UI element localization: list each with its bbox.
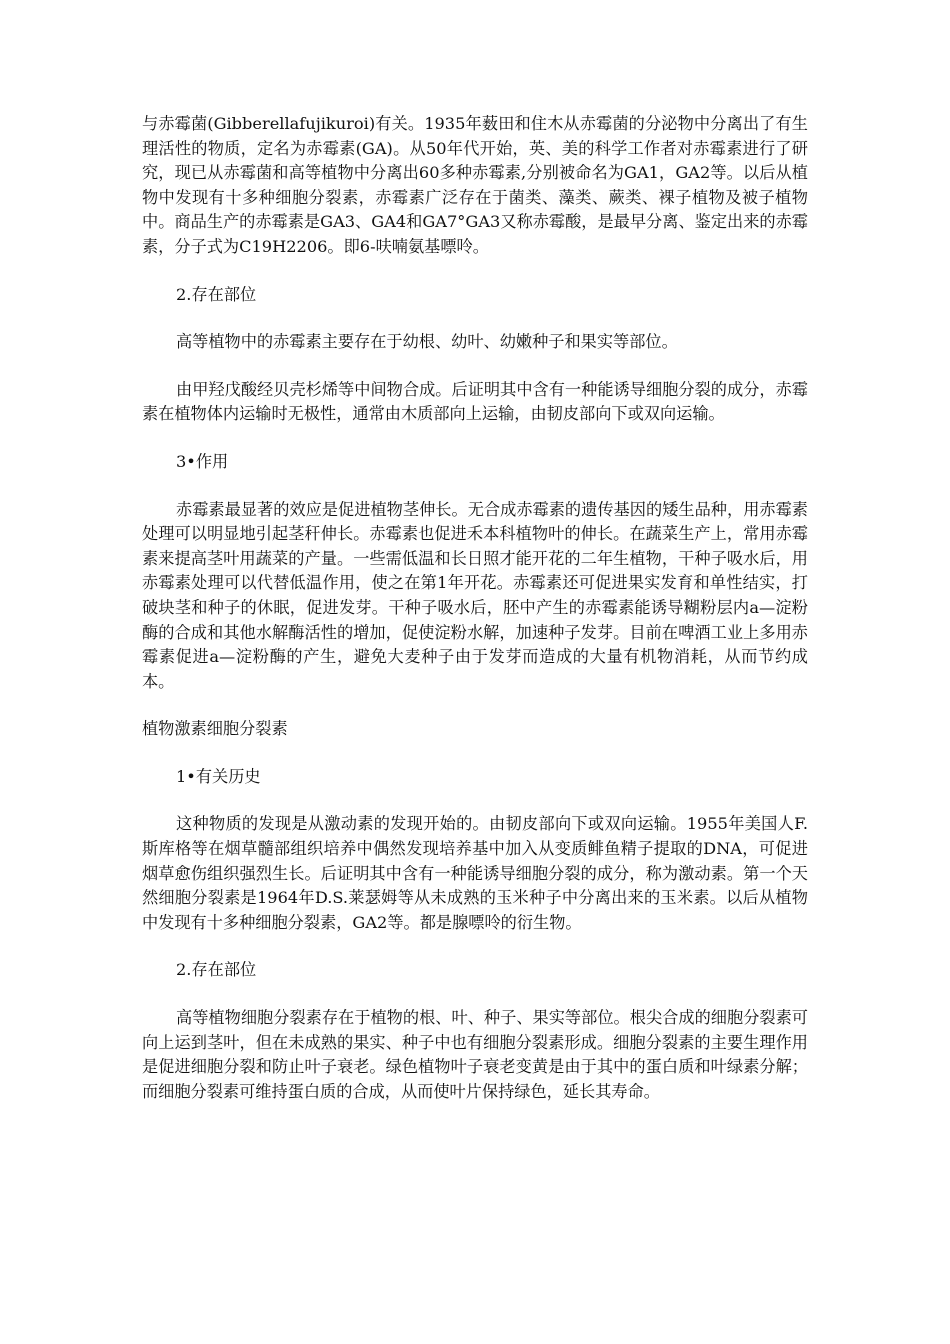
- section-heading-location: 2.存在部位: [176, 284, 257, 304]
- paragraph-gibberellin-synthesis: 由甲羟戊酸经贝壳杉烯等中间物合成。后证明其中含有一种能诱导细胞分裂的成分，赤霉素在植物体内运输时无极性，通常由木质部向上运输，由韧皮部向下或双向运输。: [142, 379, 808, 424]
- section-heading-function: 3•作用: [176, 451, 229, 471]
- section-heading-location-2: 2.存在部位: [176, 960, 257, 980]
- document-page: [142, 112, 808, 1127]
- paragraph-cytokinin-history: 这种物质的发现是从激动素的发现开始的。由韧皮部向下或双向运输。1955年美国人F.斯库格等在烟草髓部组织培养中偶然发现培养基中加入从变质鲱鱼精子提取的DNA，可促进烟草愈伤组织强烈生长。后证明其中含有一种能诱导细胞分裂的成分，称为激动素。第一个天然细胞分裂素是1964年D.S.莱瑟姆等从未成熟的玉米种子中分离出来的玉米素。以后从植物中发现有十多种细胞分裂素，GA2等。都是腺嘌呤的衍生物。: [142, 814, 808, 932]
- paragraph-cytokinin-location: 高等植物细胞分裂素存在于植物的根、叶、种子、果实等部位。根尖合成的细胞分裂素可向上运到茎叶，但在未成熟的果实、种子中也有细胞分裂素形成。细胞分裂素的主要生理作用是促进细胞分裂和防止叶子衰老。绿色植物叶子衰老变黄是由于其中的蛋白质和叶绿素分解；而细胞分裂素可维持蛋白质的合成，从而使叶片保持绿色，延长其寿命。: [142, 1008, 808, 1101]
- paragraph-gibberellin-history: 与赤霉菌(Gibberellafujikuroi)有关。1935年薮田和住木从赤霉菌的分泌物中分离出了有生理活性的物质，定名为赤霉素(GA)。从50年代开始，英、美的科学工作者对赤霉素进行了研究，现已从赤霉菌和高等植物中分离出60多种赤霉素,分别被命名为GA1，GA2等。以后从植物中发现有十多种细胞分裂素，赤霉素广泛存在于菌类、藻类、蕨类、裸子植物及被子植物中。商品生产的赤霉素是GA3、GA4和GA7°GA3又称赤霉酸，是最早分离、鉴定出来的赤霉素，分子式为C19H2206。即6-呋喃氨基嘌呤。: [142, 114, 808, 256]
- paragraph-gibberellin-location: 高等植物中的赤霉素主要存在于幼根、幼叶、幼嫩种子和果实等部位。: [176, 332, 678, 352]
- paragraph-gibberellin-function: 赤霉素最显著的效应是促进植物茎伸长。无合成赤霉素的遗传基因的矮生品种，用赤霉素处理可以明显地引起茎秆伸长。赤霉素也促进禾本科植物叶的伸长。在蔬菜生产上，常用赤霉素来提高茎叶用蔬菜的产量。一些需低温和长日照才能开花的二年生植物，干种子吸水后，用赤霉素处理可以代替低温作用，使之在第1年开花。赤霉素还可促进果实发育和单性结实，打破块茎和种子的休眠，促进发芽。干种子吸水后，胚中产生的赤霉素能诱导糊粉层内a—淀粉酶的合成和其他水解酶活性的增加，促使淀粉水解，加速种子发芽。目前在啤酒工业上多用赤霉素促进a—淀粉酶的产生，避免大麦种子由于发芽而造成的大量有机物消耗，从而节约成本。: [142, 499, 808, 691]
- section-heading-history: 1•有关历史: [176, 766, 261, 786]
- section-title-cytokinin: 植物激素细胞分裂素: [142, 719, 288, 739]
